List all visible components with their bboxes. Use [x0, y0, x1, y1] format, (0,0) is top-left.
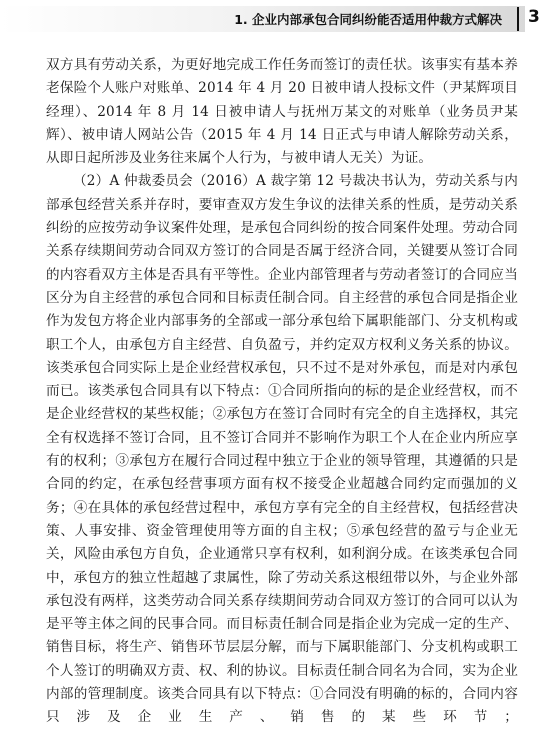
header-divider: [517, 7, 519, 31]
page-header: [0, 0, 558, 38]
body-paragraph: （2）A 仲裁委员会（2016）A 裁字第 12 号裁决书认为，劳动关系与内部承包经营关系并存时，要审查双方发生争议的法律关系的性质，是劳动关系纠纷的应按劳动争议案件处理，是承包合同纠纷的按合同案件处理。劳动合同关系存续期间劳动合同双方签订的合同是否属于经济合同，关键要从签订合同的内容看双方主体是否具有平等性。企业内部管理者与劳动者签订的合同应当区分为自主经营的承包合同和目标责任制合同。自主经营的承包合同是指企业作为发包方将企业内部事务的全部或一部分承包给下属职能部门、分支机构或职工个人，由承包方自主经营、自负盈亏，并约定双方权利义务关系的协议。该类承包合同实际上是企业经营权承包，只不过不是对外承包，而是对内承包而已。该类承包合同具有以下特点：①合同所指向的标的是企业经营权，而不是企业经营权的某些权能；②承包方在签订合同时有完全的自主选择权，其完全有权选择不签订合同，且不签订合同并不影响作为职工个人在企业内所应享有的权利；③承包方在履行合同过程中独立于企业的领导管理，其遵循的只是合同的约定，在承包经营事项方面有权不接受企业超越合同约定而强加的义务；④在具体的承包经营过程中，承包方享有完全的自主经营权，包括经营决策、人事安排、资金管理使用等方面的自主权；⑤承包经营的盈亏与企业无关，风险由承包方自负，企业通常只享有权利，如利润分成。在该类承包合同中，承包方的独立性超越了隶属性，除了劳动关系这根纽带以外，与企业外部承包没有两样，这类劳动合同关系存续期间劳动合同双方签订的合同可以认为是平等主体之间的民事合同。而目标责任制合同是指企业为完成一定的生产、销售目标，将生产、销售环节层层分解，而与下属职能部门、分支机构或职工个人签订的明确双方责、权、利的协议。目标责任制合同名为合同，实为企业内部的管理制度。该类合同具有以下特点：①合同没有明确的标的，合同内容只涉及企业生产、销售的某些环节；: [46, 173, 518, 726]
page-body: [46, 54, 518, 730]
chapter-title: 1. 企业内部承包合同纠纷能否适用仲裁方式解决: [234, 12, 502, 27]
page-number: 3: [528, 7, 540, 27]
body-paragraph: 双方具有劳动关系，为更好地完成工作任务而签订的责任状。该事实有基本养老保险个人账户对账单、2014 年 4 月 20 日被申请人投标文件（尹某辉项目经理）、2014 年 8 月 14 日被申请人与抚州万某文的对账单（业务员尹某辉）、被申请人网站公告（2015 年 4 月 14 日正式与申请人解除劳动关系，从即日起所涉及业务往来属个人行为，与被申请人无关）为证。: [46, 57, 518, 167]
